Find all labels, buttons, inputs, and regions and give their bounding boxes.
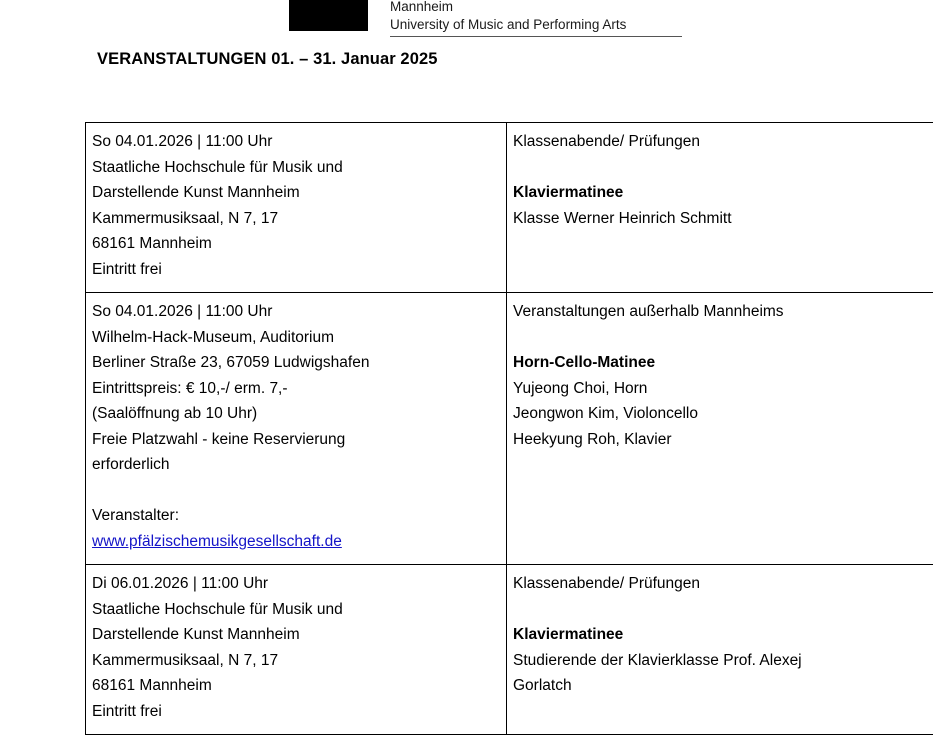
- event-text-line: 68161 Mannheim: [92, 677, 212, 694]
- event-text-line: Berliner Straße 23, 67059 Ludwigshafen: [92, 354, 370, 371]
- event-text-line: Staatliche Hochschule für Musik und: [92, 600, 343, 618]
- event-details-cell: [86, 293, 507, 565]
- event-link[interactable]: www.pfälzischemusikgesellschaft.de: [92, 532, 342, 550]
- letterhead: [289, 0, 682, 37]
- event-text-line: Eintritt frei: [92, 702, 162, 720]
- events-table-body: [86, 123, 933, 735]
- event-text-line: Veranstalter:: [92, 507, 180, 524]
- events-table: [85, 122, 933, 735]
- event-description-cell: [507, 565, 933, 735]
- event-details-cell: [86, 123, 507, 293]
- event-text-line: [513, 155, 933, 181]
- event-text-line: Heekyung Roh, Klavier: [513, 430, 672, 448]
- event-text-line: Kammermusiksaal, N 7, 17: [92, 651, 279, 669]
- institution-line-2: University of Music and Performing Arts: [390, 16, 682, 37]
- event-text-line: Eintrittspreis: € 10,-/ erm. 7,-: [92, 379, 288, 397]
- table-row: [86, 293, 933, 565]
- event-text-line: [92, 478, 498, 504]
- event-text-line: Wilhelm-Hack-Museum, Auditorium: [92, 328, 335, 346]
- event-text-line: Eintritt frei: [92, 260, 162, 278]
- event-text-line: Freie Platzwahl - keine Reservierung: [92, 430, 346, 448]
- event-text-line: erforderlich: [92, 456, 170, 473]
- event-text-line: Klaviermatinee: [513, 184, 624, 201]
- event-text-line: Kammermusiksaal, N 7, 17: [92, 209, 279, 227]
- event-text-line: Darstellende Kunst Mannheim: [92, 184, 300, 201]
- event-text-line: Jeongwon Kim, Violoncello: [513, 405, 698, 422]
- event-text-line: So 04.01.2026 | 11:00 Uhr: [92, 303, 273, 320]
- event-text-line: 68161 Mannheim: [92, 235, 212, 252]
- institution-line-1: Mannheim: [390, 0, 454, 14]
- event-text-line: Di 06.01.2026 | 11:00 Uhr: [92, 575, 269, 592]
- event-text-line: Veranstaltungen außerhalb Mannheims: [513, 303, 784, 320]
- event-text-line: Klaviermatinee: [513, 626, 624, 643]
- institution-name: [390, 0, 682, 37]
- event-text-line: Studierende der Klavierklasse Prof. Alexej: [513, 651, 802, 669]
- event-text-line: (Saalöffnung ab 10 Uhr): [92, 405, 258, 422]
- event-text-line: [513, 597, 933, 623]
- event-text-line: Horn-Cello-Matinee: [513, 354, 656, 371]
- event-text-line: [513, 325, 933, 351]
- event-text-line: Gorlatch: [513, 677, 572, 694]
- event-description-cell: [507, 123, 933, 293]
- event-text-line: So 04.01.2026 | 11:00 Uhr: [92, 133, 273, 150]
- table-row: [86, 565, 933, 735]
- table-row: [86, 123, 933, 293]
- event-text-line: Klassenabende/ Prüfungen: [513, 575, 701, 592]
- page-title: VERANSTALTUNGEN 01. – 31. Januar 2025: [97, 50, 438, 68]
- event-text-line: Darstellende Kunst Mannheim: [92, 626, 300, 643]
- event-text-line: Yujeong Choi, Horn: [513, 379, 648, 397]
- event-text-line: Klasse Werner Heinrich Schmitt: [513, 209, 732, 227]
- event-text-line: Staatliche Hochschule für Musik und: [92, 158, 343, 176]
- logo-icon: [289, 0, 368, 31]
- event-text-line: Klassenabende/ Prüfungen: [513, 133, 701, 150]
- event-details-cell: [86, 565, 507, 735]
- event-description-cell: [507, 293, 933, 565]
